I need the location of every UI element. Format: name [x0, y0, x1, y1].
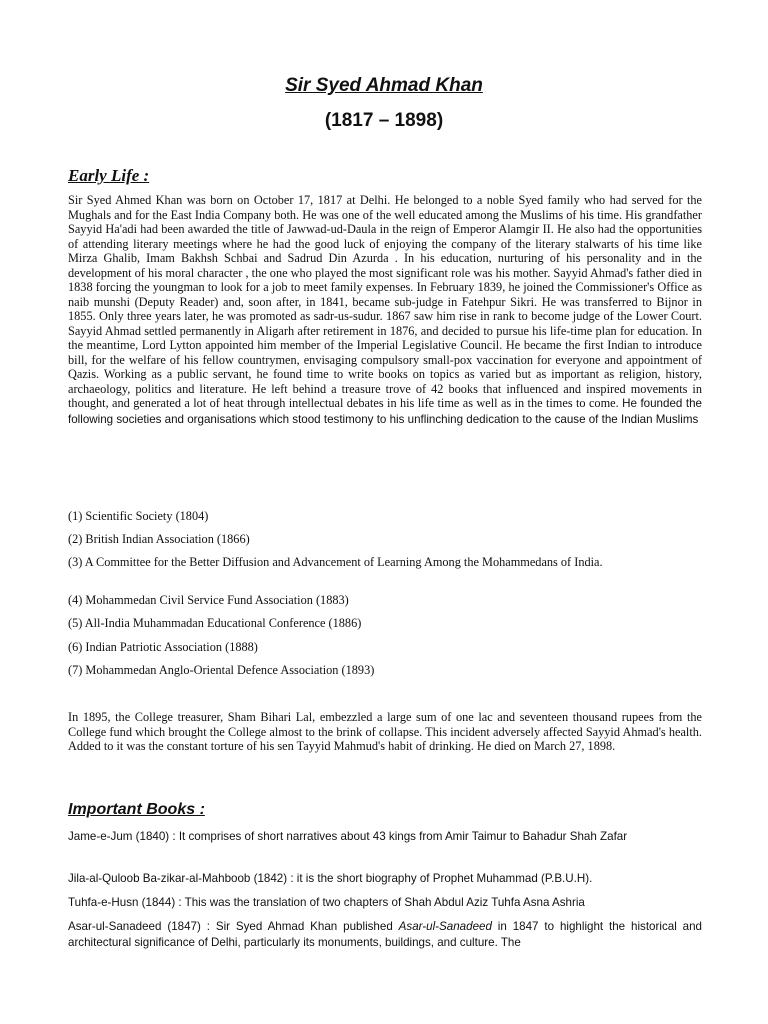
book-item: Jila-al-Quloob Ba-zikar-al-Mahboob (1842) : it is the short biography of Prophet Muhammad (P.B.U.H).: [68, 872, 593, 885]
society-item: (6) Indian Patriotic Association (1888): [68, 640, 258, 654]
early-life-paragraph: [68, 193, 702, 427]
document-years: (1817 – 1898): [324, 110, 444, 131]
document-title: Sir Syed Ahmad Khan: [285, 75, 483, 96]
society-item: (4) Mohammedan Civil Service Fund Association (1883): [68, 593, 349, 607]
book-item: Tuhfa-e-Husn (1844) : This was the translation of two chapters of Shah Abdul Aziz Tuhfa Asna Ashria: [68, 896, 585, 909]
early-life-text: Sir Syed Ahmed Khan was born on October 17, 1817 at Delhi. He belonged to a noble Syed family who had served for the Mughals and for the East India Company both. He was one of the well educated among the Muslims of his time. His grandfather Sayyid Ha'adi had been awarded the title of Jawwad-ud-Daula in the reign of Emperor Alamgir II. He also had the opportunities of attending literary meetings where he had the good luck of enjoying the company of the literary stalwarts of his time like Mirza Ghalib, Imam Bakhsh Schbai and Sadrud Din Azurda . In his education, nurturing of his personality and in the development of his moral character , the one who played the most significant role was his mother. Sayyid Ahmad's father died in 1838 forcing the youngman to look for a job to meet family expenses. In February 1839, he joined the Commissioner's Office as naib munshi (Deputy Reader) and, soon after, in 1841, became sub-judge in Fatehpur Sikri. He was transferred to Bijnor in 1855. Only three years later, he was promoted as sadr-us-sudur. 1867 saw him rise in rank to become judge of the Lower Court. Sayyid Ahmad settled permanently in Aligarh after retirement in 1876, and decided to pursue his life-time plan for education. In the meantime, Lord Lytton appointed him member of the Imperial Legislative Council. He became the first Indian to introduce bill, for the welfare of his fellow countrymen, envisaging compulsory small-pox vaccination for everyone and appointment of Qazis. Working as a public servant, he found time to write books on topics as varied but as important as religion, history, archaeology, politics and literature. He left behind a treasure trove of 42 books that influenced and inspired movements in thought, and generated a lot of heat through intellectual debates in his life time as well as in the times to come. He founded the following societies and organisations which stood testimony to his unflinching dedication to the cause of the Indian Muslims: [68, 193, 703, 426]
society-item: (1) Scientific Society (1804): [68, 509, 209, 523]
society-item: (7) Mohammedan Anglo-Oriental Defence Association (1893): [68, 663, 375, 677]
early-life-founded-text: He founded the following societies and organisations which stood testimony to his unflinching dedication to the cause of the Indian Muslims: [68, 397, 703, 426]
later-life-paragraph: In 1895, the College treasurer, Sham Bihari Lal, embezzled a large sum of one lac and seventeen thousand rupees from the College fund which brought the College almost to the brink of collapse. This incident adversely affected Sayyid Ahmad's health. Added to it was the constant torture of his sen Tayyid Mahmud's habit of drinking. He died on March 27, 1898.: [68, 710, 702, 753]
society-item: (5) All-India Muhammadan Educational Conference (1886): [68, 616, 362, 630]
books-heading: Important Books :: [68, 801, 205, 818]
society-item: (3) A Committee for the Better Diffusion and Advancement of Learning Among the Mohammedans of India.: [68, 555, 603, 569]
early-life-heading: Early Life :: [68, 166, 150, 185]
book-item-asar-ul-sanadeed: Asar-ul-Sanadeed (1847) : Sir Syed Ahmad Khan published Asar-ul-Sanadeed in 1847 to highlight the historical and architectural significance of Delhi, particularly its monuments, buildings, and culture. The: [68, 920, 702, 949]
society-item: (2) British Indian Association (1866): [68, 532, 250, 546]
book-item: Jame-e-Jum (1840) : It comprises of short narratives about 43 kings from Amir Taimur to Bahadur Shah Zafar: [68, 830, 628, 843]
